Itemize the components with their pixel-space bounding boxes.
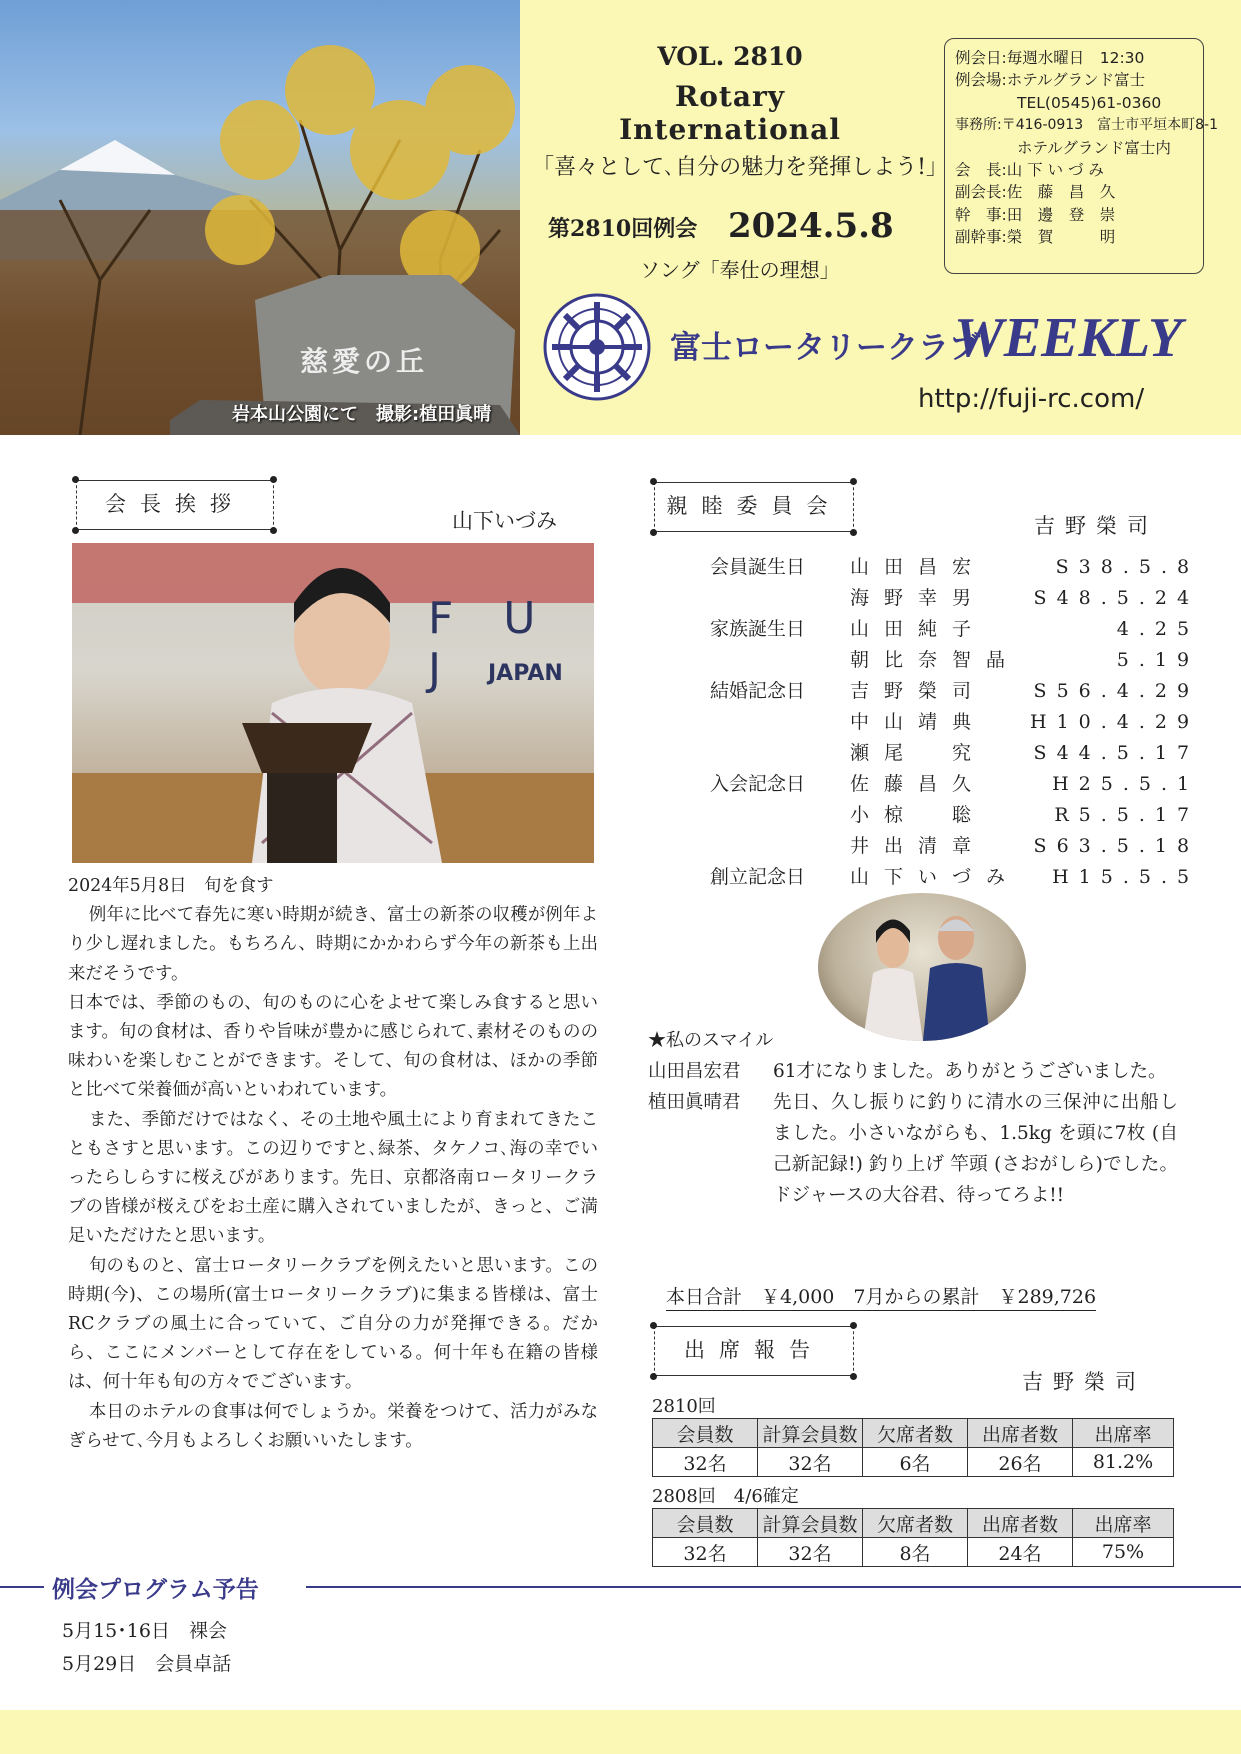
rotary-wheel-logo xyxy=(542,292,652,402)
corner-dot xyxy=(650,478,657,485)
program-item: 5月29日 会員卓話 xyxy=(62,1653,232,1675)
info-line: 例会日:毎週水曜日 12:30 xyxy=(955,49,1145,67)
info-line: 事務所:〒416-0913 富士市平垣本町8-1 xyxy=(955,117,1218,134)
corner-dot xyxy=(270,476,277,483)
greeting-title-text: 会長挨拶 xyxy=(105,492,245,516)
anniversary-row xyxy=(710,800,1199,831)
anniversary-member: 海野幸男 xyxy=(850,587,987,609)
banner-text: F U J xyxy=(428,593,554,695)
attendance-cell: 75% xyxy=(1073,1538,1174,1567)
attendance-header: 会員数 xyxy=(653,1509,758,1538)
anniversary-date: H25.5.1 xyxy=(1052,773,1200,795)
anniversary-category xyxy=(710,583,850,614)
anniversary-category: 家族誕生日 xyxy=(710,618,806,640)
anniversary-category: 入会記念日 xyxy=(710,773,806,795)
anniversary-member: 中山靖典 xyxy=(850,711,987,733)
greeting-body xyxy=(68,872,598,1456)
corner-dot xyxy=(270,527,277,534)
anniversary-category xyxy=(710,800,850,831)
anniversary-category xyxy=(710,707,850,738)
corner-dot xyxy=(850,529,857,536)
info-line: ホテルグランド富士内 xyxy=(955,138,1171,157)
attendance-table xyxy=(652,1418,1174,1477)
attendance-cell: 32名 xyxy=(653,1448,758,1477)
anniversary-row xyxy=(710,645,1199,676)
attendance-header: 会員数 xyxy=(653,1419,758,1448)
corner-dot xyxy=(850,478,857,485)
cover-photo-illustration xyxy=(0,0,520,435)
cover-photo xyxy=(0,0,520,435)
attendance-header: 計算会員数 xyxy=(758,1509,863,1538)
info-line: 例会場:ホテルグランド富士 xyxy=(955,71,1146,90)
anniversary-row xyxy=(710,583,1199,614)
anniversary-row xyxy=(710,862,1199,893)
anniversary-member: 朝比奈智晶 xyxy=(850,649,1021,671)
anniversary-row xyxy=(710,831,1199,862)
smile-total: 本日合計 ￥4,000 7月からの累計 ￥289,726 xyxy=(666,1282,1096,1311)
greeting-section-title xyxy=(76,480,274,530)
attendance-header: 出席率 xyxy=(1073,1509,1174,1538)
corner-dot xyxy=(72,476,79,483)
org-name: Rotary International xyxy=(619,80,841,146)
smile-message: 先日、久し振りに釣りに清水の三保沖に出船しました。小さいながらも、1.5kg を頭に7枚 (自己新記録!) 釣り上げ 竿頭 (さおがしら)でした。ドジャースの大谷君、待ってろよ!! xyxy=(773,1092,1178,1206)
smile-entry xyxy=(648,1087,1178,1211)
attendance-cell: 32名 xyxy=(653,1538,758,1567)
attendance-block-label: 2808回 4/6確定 xyxy=(652,1486,799,1507)
smile-entry xyxy=(648,1056,1178,1087)
corner-dot xyxy=(850,1322,857,1329)
info-line: TEL(0545)61-0360 xyxy=(955,93,1162,112)
club-website-link[interactable]: http://fuji-rc.com/ xyxy=(918,384,1145,414)
anniversary-member: 山田昌宏 xyxy=(850,556,987,578)
attendance-block-label: 2810回 xyxy=(652,1396,716,1417)
club-name: 富士ロータリークラブ xyxy=(670,330,980,366)
attendance-header: 欠席者数 xyxy=(863,1509,968,1538)
info-line: 副幹事:榮 賀 明 xyxy=(955,228,1116,247)
program-title: 例会プログラム予告 xyxy=(52,1577,259,1603)
attendance-author: 吉野榮司 xyxy=(1022,1370,1146,1394)
anniversary-row xyxy=(710,552,1199,583)
anniversary-member: 山田純子 xyxy=(850,618,987,640)
attendance-cell: 24名 xyxy=(968,1538,1073,1567)
info-line: 副会長:佐 藤 昌 久 xyxy=(955,183,1116,202)
attendance-cell: 81.2% xyxy=(1073,1448,1174,1477)
anniversary-row xyxy=(710,707,1199,738)
corner-dot xyxy=(650,529,657,536)
program-divider xyxy=(306,1586,1241,1588)
smile-photo-illustration xyxy=(818,893,1026,1041)
anniversary-date: R5.5.17 xyxy=(1054,804,1200,826)
greeting-paragraph: 例年に比べて春先に寒い時期が続き、富士の新茶の収穫が例年より少し遅れました。もちろん、時期にかかわらず今年の新茶も上出来だそうです。 xyxy=(68,905,598,984)
anniversary-date: 4.25 xyxy=(1116,618,1200,640)
smile-member-name: 植田眞晴君 xyxy=(648,1092,741,1113)
attendance-header: 出席者数 xyxy=(968,1419,1073,1448)
yearly-theme: 「喜々として､自分の魅力を発揮しよう!」 xyxy=(532,155,948,180)
anniversary-category: 会員誕生日 xyxy=(710,556,806,578)
anniversary-row xyxy=(710,738,1199,769)
anniversary-category: 結婚記念日 xyxy=(710,680,806,702)
greeting-paragraph: 日本では、季節のもの、旬のものに心をよせて楽しみ食すると思います。旬の食材は、香りや旨味が豊かに感じられて､素材そのものの味わいを楽しむことができます。そして、旬の食材は、ほかの季節と比べて栄養価が高いといわれています。 xyxy=(68,992,598,1101)
corner-dot xyxy=(850,1373,857,1380)
info-line: 会 長:山 下 い づ み xyxy=(955,161,1104,180)
president-speech-photo xyxy=(72,543,594,863)
banner-subtext: JAPAN xyxy=(488,661,563,686)
info-line: 幹 事:田 邊 登 崇 xyxy=(955,205,1116,224)
corner-dot xyxy=(72,527,79,534)
anniversary-date: S38.5.8 xyxy=(1055,556,1200,578)
corner-dot xyxy=(650,1322,657,1329)
anniversary-date: S44.5.17 xyxy=(1033,742,1200,764)
anniversary-date: S63.5.18 xyxy=(1033,835,1200,857)
anniversary-member: 佐藤昌久 xyxy=(850,773,987,795)
meeting-song: ソング「奉仕の理想」 xyxy=(640,258,840,282)
smile-list xyxy=(648,1056,1178,1211)
attendance-cell: 32名 xyxy=(758,1538,863,1567)
program-list xyxy=(62,1615,231,1681)
club-info-box xyxy=(944,38,1218,274)
anniversary-date: S56.4.29 xyxy=(1033,680,1200,702)
anniversary-date: H10.4.29 xyxy=(1030,711,1200,733)
photo-caption: 岩本山公園にて 撮影:植田眞晴 xyxy=(232,404,492,425)
attendance-header: 出席者数 xyxy=(968,1509,1073,1538)
anniversary-category xyxy=(710,738,850,769)
attendance-cell: 8名 xyxy=(863,1538,968,1567)
program-divider xyxy=(0,1586,44,1588)
anniversary-category: 創立記念日 xyxy=(710,866,806,888)
greeting-paragraph: また、季節だけではなく、その土地や風土により育まれてきたこともさすと思います。この辺りですと､緑茶、タケノコ､海の幸でいったらしらすに桜えびがあります。先日、京都洛南ロータリークラブの皆様が桜えびをお土産に購入されていましたが、きっと、ご満足いただけたと思います。 xyxy=(68,1109,598,1247)
friendship-section-title xyxy=(654,482,854,532)
greeting-paragraph: 旬のものと、富士ロータリークラブを例えたいと思います。この時期(今)、この場所(富士ロータリークラブ)に集まる皆様は、富士RCクラブの風土に合っていて、ご自分の力が発揮できる。だから、ここにメンバーとして存在をしている。何十年も在籍の皆様は、何十年も旬の方々でございます。 xyxy=(68,1255,598,1393)
smile-message: 61才になりました。ありがとうございました。 xyxy=(773,1061,1167,1082)
anniversary-row xyxy=(710,676,1199,707)
meeting-date: 2024.5.8 xyxy=(728,206,894,246)
anniversary-date: S48.5.24 xyxy=(1033,587,1200,609)
anniversary-row xyxy=(710,614,1199,645)
greeting-heading: 2024年5月8日 旬を食す xyxy=(68,876,274,896)
greeting-author: 山下いづみ xyxy=(452,509,557,533)
attendance-header: 計算会員数 xyxy=(758,1419,863,1448)
attendance-cell: 32名 xyxy=(758,1448,863,1477)
anniversary-member: 井出清章 xyxy=(850,835,987,857)
attendance-header: 欠席者数 xyxy=(863,1419,968,1448)
anniversary-member: 瀬尾 究 xyxy=(850,742,987,764)
anniversary-member: 吉野榮司 xyxy=(850,680,987,702)
attendance-cell: 6名 xyxy=(863,1448,968,1477)
speech-photo-illustration xyxy=(72,543,594,863)
friendship-title-text: 親睦委員会 xyxy=(666,494,842,518)
program-item: 5月15･16日 裸会 xyxy=(62,1620,227,1642)
smile-heading: ★私のスマイル xyxy=(648,1030,774,1051)
anniversary-date: 5.19 xyxy=(1116,649,1200,671)
smile-photo xyxy=(818,893,1026,1041)
attendance-section-title xyxy=(654,1326,854,1376)
attendance-header: 出席率 xyxy=(1073,1419,1174,1448)
anniversary-table xyxy=(710,552,1199,893)
corner-dot xyxy=(650,1373,657,1380)
footer-band xyxy=(0,1710,1241,1754)
meeting-number: 第2810回例会 xyxy=(548,216,698,242)
stone-inscription: 慈愛の丘 xyxy=(300,345,429,378)
greeting-paragraph: 本日のホテルの食事は何でしょうか。栄養をつけて、活力がみなぎらせて､今月もよろしくお願いいたします。 xyxy=(68,1401,598,1451)
anniversary-category xyxy=(710,645,850,676)
smile-member-name: 山田昌宏君 xyxy=(648,1061,741,1082)
anniversary-member: 山下いづみ xyxy=(850,866,1021,888)
volume-number: VOL. 2810 xyxy=(657,42,803,71)
anniversary-member: 小椋 聡 xyxy=(850,804,987,826)
attendance-cell: 26名 xyxy=(968,1448,1073,1477)
weekly-title: WEEKLY xyxy=(954,307,1183,369)
friendship-author: 吉野榮司 xyxy=(1034,514,1158,538)
anniversary-row xyxy=(710,769,1199,800)
attendance-table xyxy=(652,1508,1174,1567)
anniversary-category xyxy=(710,831,850,862)
anniversary-date: H15.5.5 xyxy=(1052,866,1200,888)
attendance-title-text: 出席報告 xyxy=(684,1338,824,1362)
